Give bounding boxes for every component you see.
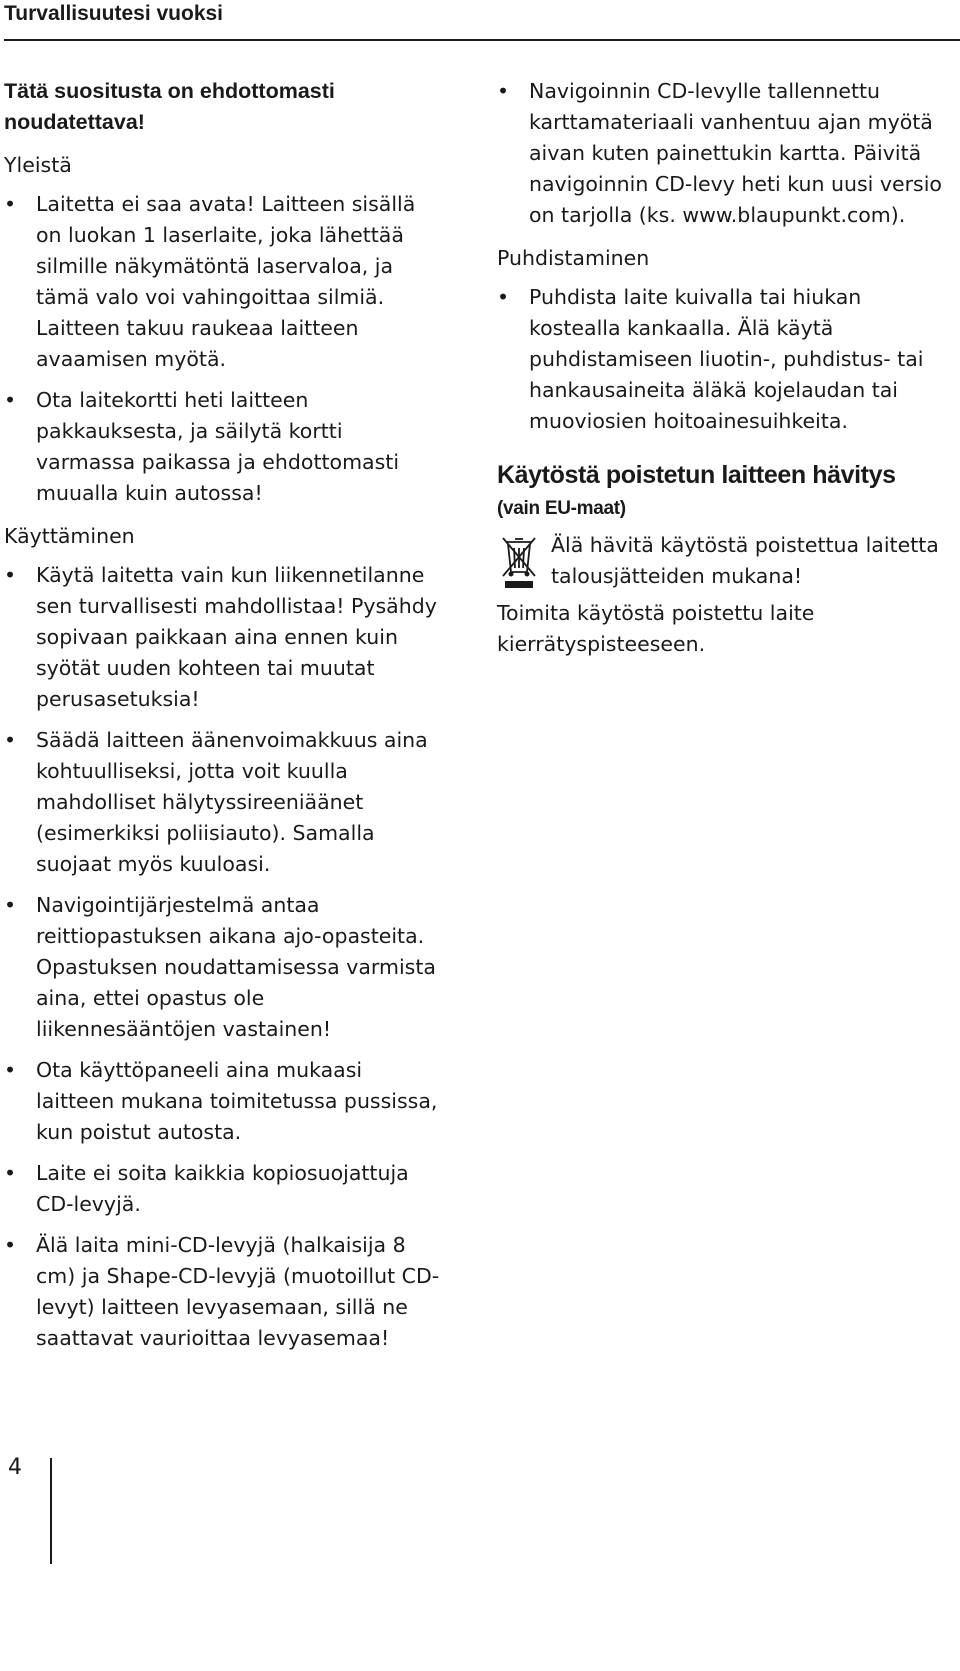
list-item: • Laite ei soita kaikkia kopiosuojattuja CD-levyjä. xyxy=(4,1158,442,1220)
list-item: • Navigointijärjestelmä antaa reittiopastuksen aikana ajo-opasteita. Opastuksen noudattamisessa varmista aina, ettei opastus ole liikennesääntöjen vastainen! xyxy=(4,890,442,1045)
usage-list xyxy=(4,560,442,1354)
disposal-notice xyxy=(497,530,952,592)
section-heading-general: Yleistä xyxy=(4,153,72,177)
list-item: • Laitetta ei saa avata! Laitteen sisällä on luokan 1 laserlaite, joka lähettää silmille näkymätöntä laservaloa, ja tämä valo voi vahingoittaa silmiä. Laitteen takuu raukeaa laitteen avaamisen myötä. xyxy=(4,189,442,375)
list-item: • Ota laitekortti heti laitteen pakkauksesta, ja säilytä kortti varmassa paikassa ja ehdottomasti muualla kuin autossa! xyxy=(4,385,442,509)
disposal-subtitle: (vain EU-maat) xyxy=(497,498,626,519)
crossed-out-wheelie-bin-icon xyxy=(497,532,541,590)
left-column xyxy=(4,76,442,1366)
page-number: 4 xyxy=(8,1455,22,1480)
list-item: • Ota käyttöpaneeli aina mukaasi laitteen mukana toimitetussa pussissa, kun poistut autosta. xyxy=(4,1055,442,1148)
general-list xyxy=(4,189,442,509)
list-item: • Käytä laitetta vain kun liikennetilanne sen turvallisesti mahdollistaa! Pysähdy sopivaan paikkaan aina ennen kuin syötät uuden kohteen tai muutat perusasetuksia! xyxy=(4,560,442,715)
disposal-text: Toimita käytöstä poistettu laite kierrätyspisteeseen. xyxy=(497,601,815,656)
disposal-title: Käytöstä poistetun laitteen hävitys xyxy=(497,461,896,489)
list-item: • Älä laita mini-CD-levyjä (halkaisija 8 cm) ja Shape-CD-levyjä (muotoillut CD-levyt) laitteen levyasemaan, sillä ne saattavat vaurioittaa levyasemaa! xyxy=(4,1230,442,1354)
header-divider xyxy=(4,39,960,41)
section-heading-usage: Käyttäminen xyxy=(4,524,135,548)
list-item: • Navigoinnin CD-levylle tallennettu karttamateriaali vanhentuu ajan myötä aivan kuten painettukin kartta. Päivitä navigoinnin CD-levy heti kun uusi versio on tarjolla (ks. www.blaupunkt.com). xyxy=(497,76,952,231)
nav-list xyxy=(497,76,952,231)
right-column xyxy=(497,76,952,660)
warning-title: Tätä suositusta on ehdottomasti noudatettava! xyxy=(4,79,335,134)
list-item: • Puhdista laite kuivalla tai hiukan kostealla kankaalla. Älä käytä puhdistamiseen liuotin-, puhdistus- tai hankausaineita äläkä kojelaudan tai muoviosien hoitoainesuihkeita. xyxy=(497,282,952,437)
section-heading-cleaning: Puhdistaminen xyxy=(497,246,650,270)
footer-divider xyxy=(50,1458,52,1564)
cleaning-list xyxy=(497,282,952,437)
disposal-icon-text: Älä hävitä käytöstä poistettua laitetta talousjätteiden mukana! xyxy=(551,533,939,588)
page-header-title: Turvallisuutesi vuoksi xyxy=(4,2,224,25)
list-item: • Säädä laitteen äänenvoimakkuus aina kohtuulliseksi, jotta voit kuulla mahdolliset hälytyssireeniäänet (esimerkiksi poliisiauto). Samalla suojaat myös kuuloasi. xyxy=(4,725,442,880)
